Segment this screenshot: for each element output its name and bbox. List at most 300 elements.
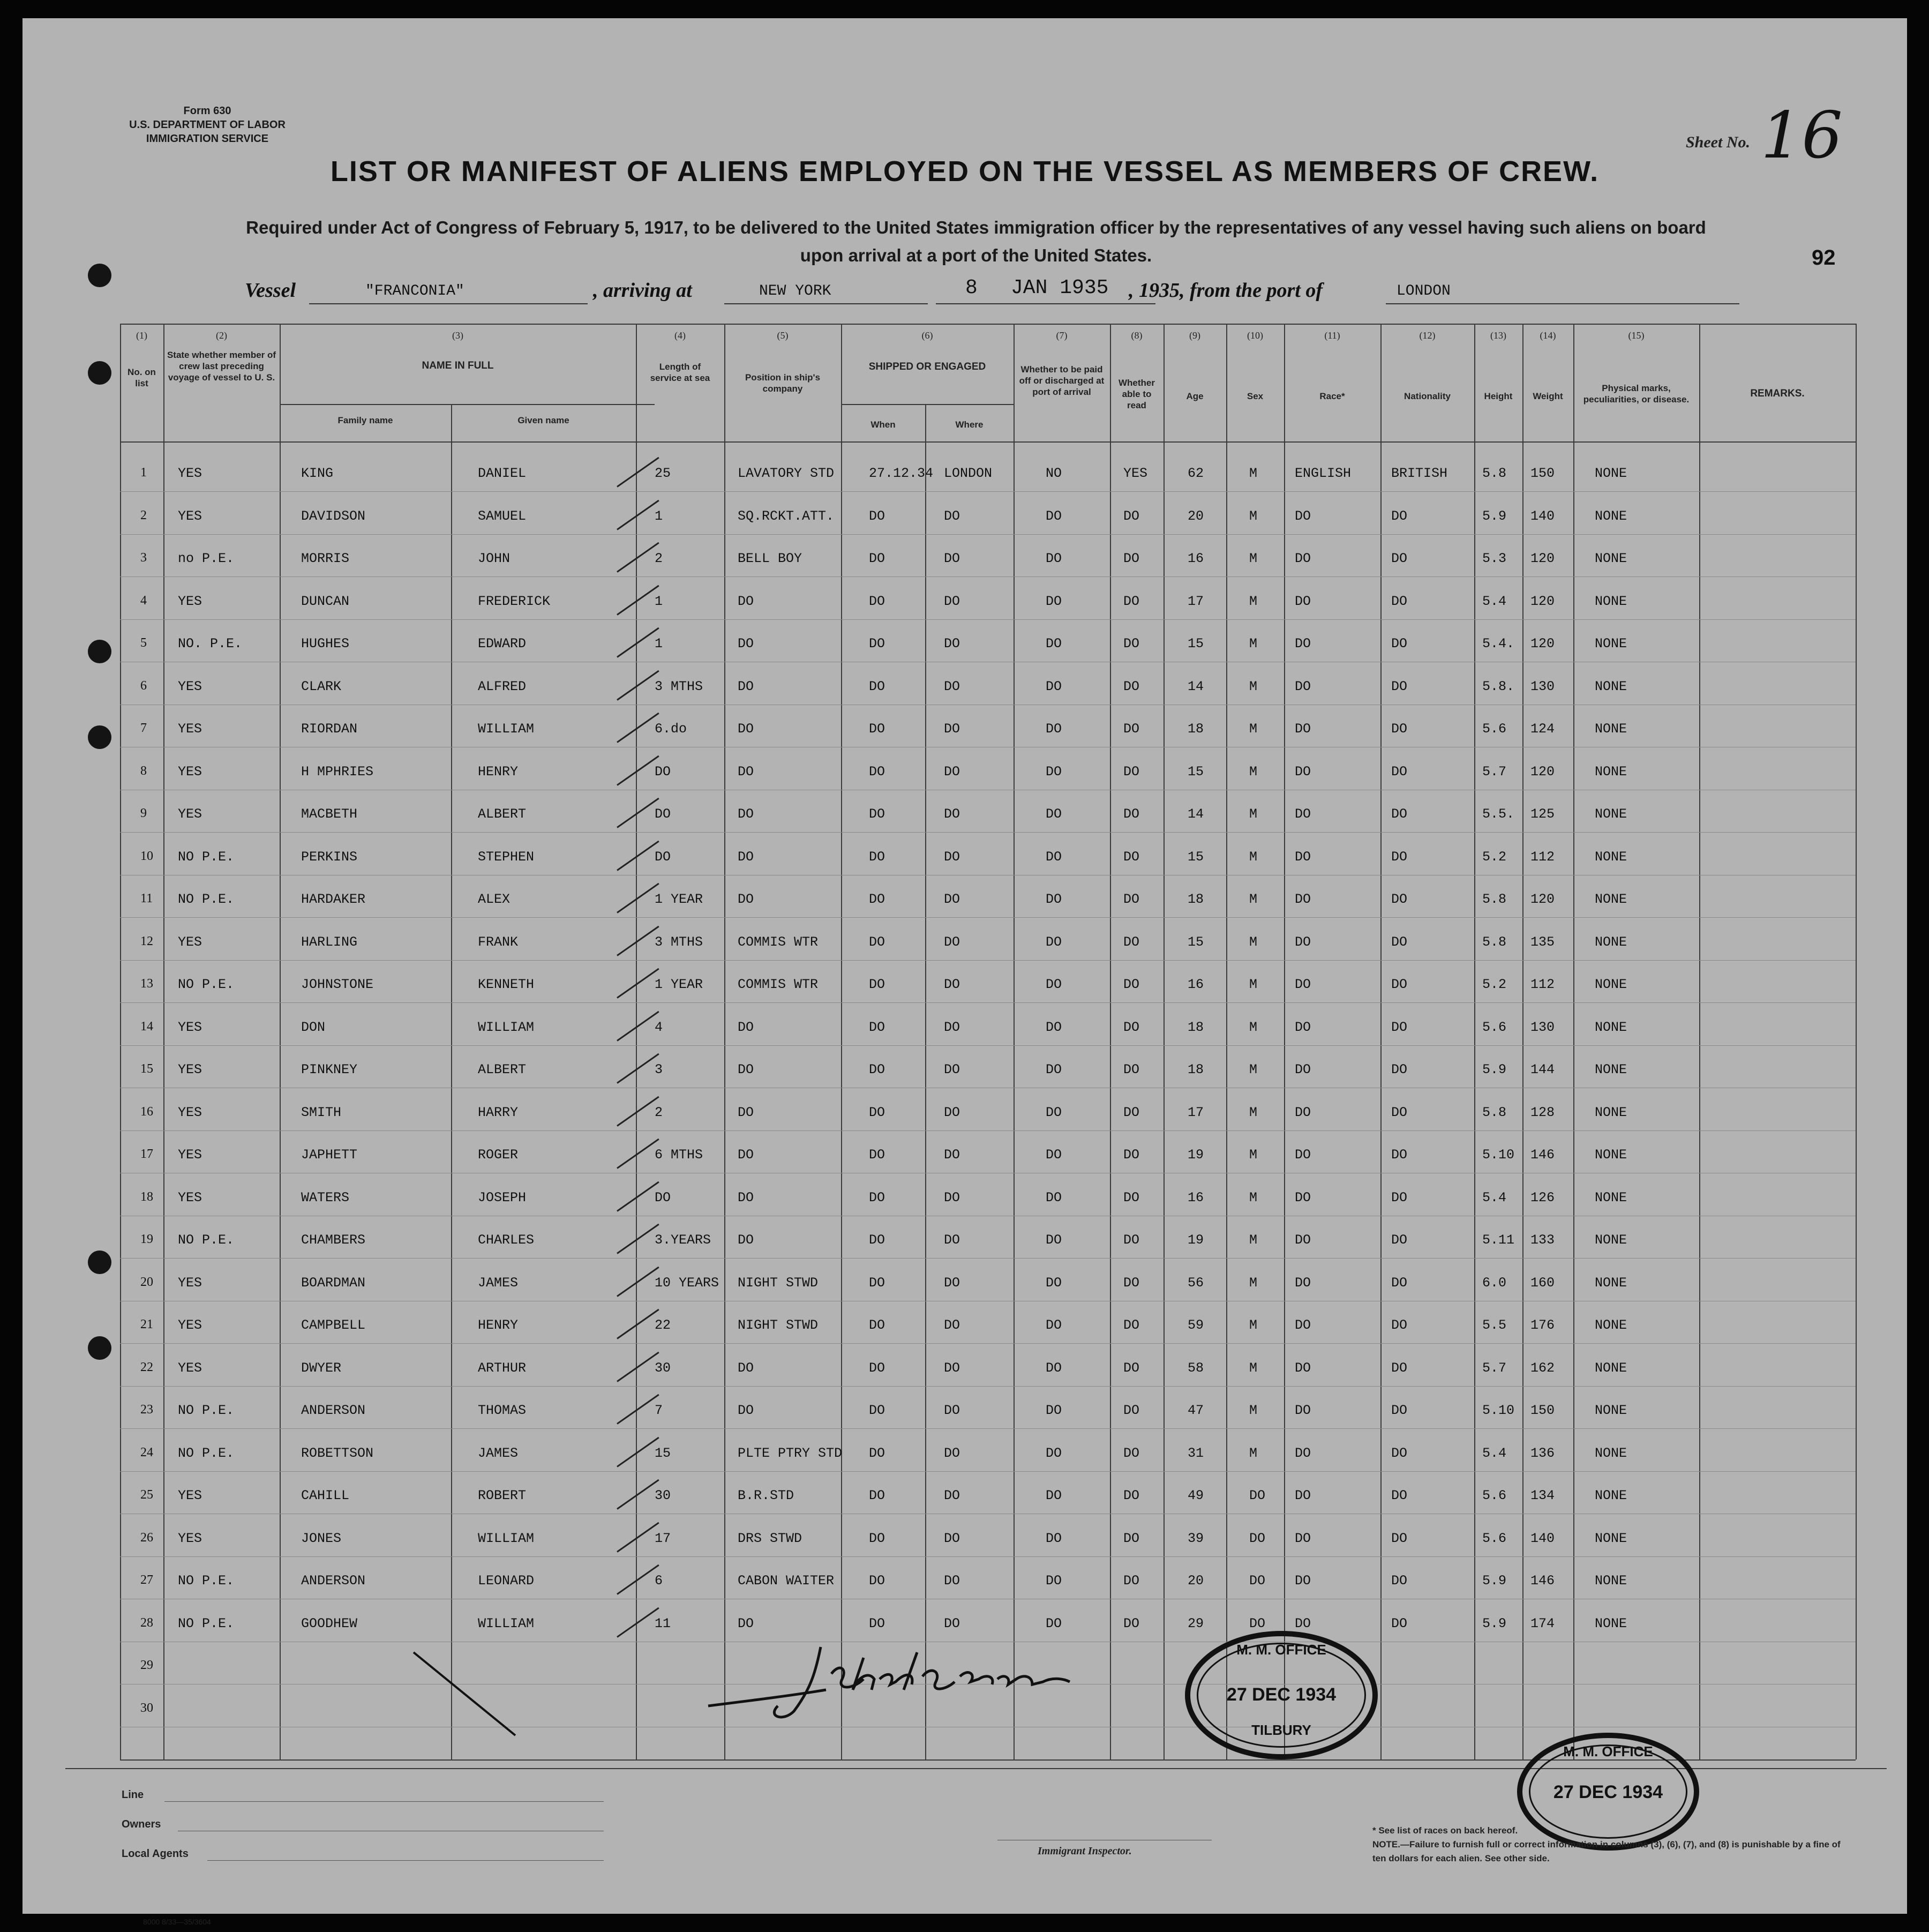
family-name: MORRIS — [301, 551, 350, 566]
punch-hole — [88, 725, 111, 749]
nationality: DO — [1391, 1488, 1408, 1503]
shipped-when: DO — [869, 1360, 885, 1376]
age: 39 — [1188, 1530, 1204, 1546]
shipped-when: DO — [869, 1275, 885, 1291]
sex: M — [1249, 849, 1258, 865]
given-name: SAMUEL — [478, 508, 527, 524]
shipped-where: DO — [944, 678, 960, 694]
able-to-read: DO — [1123, 763, 1140, 780]
height: 5.6 — [1482, 1019, 1507, 1035]
paid-off: DO — [1046, 636, 1062, 652]
given-name: ARTHUR — [478, 1360, 527, 1376]
family-name: MACBETH — [301, 806, 358, 822]
shipped-when: DO — [869, 1147, 885, 1163]
shipped-where: DO — [944, 1317, 960, 1333]
state-cell: NO P.E. — [178, 1445, 235, 1461]
height: 5.8 — [1482, 466, 1507, 481]
nationality: DO — [1391, 763, 1408, 780]
able-to-read: DO — [1123, 1573, 1140, 1589]
header-name-in-full: NAME IN FULL — [422, 360, 494, 371]
shipped-where: DO — [944, 1488, 960, 1503]
service-length: DO — [655, 1189, 671, 1205]
height: 5.6 — [1482, 1488, 1507, 1503]
physical-marks: NONE — [1595, 508, 1627, 524]
row-rule — [120, 576, 1856, 577]
given-name: HENRY — [478, 1317, 519, 1333]
sex: M — [1249, 551, 1258, 566]
given-name: LEONARD — [478, 1573, 535, 1589]
column-number: (11) — [1324, 330, 1340, 341]
sex: M — [1249, 466, 1258, 481]
weight: 120 — [1530, 636, 1555, 652]
height: 5.9 — [1482, 1062, 1507, 1077]
row-number: 21 — [140, 1317, 153, 1331]
header-height: Height — [1484, 391, 1513, 401]
state-cell: NO P.E. — [178, 1615, 235, 1631]
height: 5.8 — [1482, 1104, 1507, 1120]
state-cell: YES — [178, 1104, 202, 1120]
race: DO — [1295, 849, 1311, 865]
able-to-read: DO — [1123, 849, 1140, 865]
state-cell: NO P.E. — [178, 1403, 235, 1418]
given-name: ROGER — [478, 1147, 519, 1163]
height: 5.3 — [1482, 551, 1507, 566]
family-name: DAVIDSON — [301, 508, 366, 524]
vessel-label: Vessel — [245, 279, 296, 302]
shipped-when: DO — [869, 678, 885, 694]
punch-hole — [88, 1336, 111, 1360]
given-name: FRANK — [478, 934, 519, 950]
row-number: 14 — [140, 1019, 153, 1034]
shipped-where: DO — [944, 1104, 960, 1120]
service-length: 1 — [655, 593, 663, 609]
shipped-when: DO — [869, 806, 885, 822]
sex: M — [1249, 892, 1258, 907]
height: 5.5 — [1482, 1317, 1507, 1333]
shipped-when: DO — [869, 1232, 885, 1248]
nationality: DO — [1391, 977, 1408, 992]
service-length: 10 YEARS — [655, 1275, 719, 1291]
physical-marks: NONE — [1595, 934, 1627, 950]
row-number: 27 — [140, 1573, 153, 1587]
nationality: DO — [1391, 934, 1408, 950]
service-length: 6.do — [655, 721, 687, 737]
age: 15 — [1188, 849, 1204, 865]
able-to-read: DO — [1123, 593, 1140, 609]
age: 29 — [1188, 1615, 1204, 1631]
row-number: 24 — [140, 1445, 153, 1459]
height: 5.6 — [1482, 1530, 1507, 1546]
shipped-where: DO — [944, 806, 960, 822]
shipped-where: DO — [944, 892, 960, 907]
shipped-when: 27.12.34 — [869, 466, 934, 481]
service-length: 3 MTHS — [655, 934, 703, 950]
sex: M — [1249, 1360, 1258, 1376]
physical-marks: NONE — [1595, 1488, 1627, 1503]
position: SQ.RCKT.ATT. — [738, 508, 835, 524]
age: 18 — [1188, 1062, 1204, 1077]
nationality: DO — [1391, 1317, 1408, 1333]
height: 5.10 — [1482, 1403, 1515, 1418]
check-mark — [617, 1309, 659, 1339]
position: DO — [738, 678, 754, 694]
arrival-month-year: JAN 1935 — [1011, 276, 1109, 299]
row-number: 11 — [140, 892, 153, 905]
position: DO — [738, 1147, 754, 1163]
age: 14 — [1188, 806, 1204, 822]
position: COMMIS WTR — [738, 934, 819, 950]
state-cell: YES — [178, 1360, 202, 1376]
position: DO — [738, 1360, 754, 1376]
family-name: JAPHETT — [301, 1147, 358, 1163]
family-name: JONES — [301, 1530, 342, 1546]
nationality: DO — [1391, 593, 1408, 609]
row-number: 1 — [140, 466, 147, 480]
row-rule — [120, 832, 1856, 833]
shipped-when: DO — [869, 593, 885, 609]
check-mark — [617, 1564, 659, 1595]
row-number: 8 — [140, 763, 147, 778]
height: 5.4 — [1482, 593, 1507, 609]
able-to-read: DO — [1123, 1189, 1140, 1205]
given-name: ROBERT — [478, 1488, 527, 1503]
family-name: CHAMBERS — [301, 1232, 366, 1248]
position: B.R.STD — [738, 1488, 794, 1503]
family-name: WATERS — [301, 1189, 350, 1205]
weight: 146 — [1530, 1147, 1555, 1163]
sheet-number-label: Sheet No. — [1686, 133, 1750, 151]
service-length: 6 — [655, 1573, 663, 1589]
row-number: 2 — [140, 508, 147, 522]
position: LAVATORY STD — [738, 466, 835, 481]
row-number: 30 — [140, 1701, 153, 1715]
row-rule — [120, 1343, 1856, 1344]
sex: DO — [1249, 1573, 1266, 1589]
row-number: 13 — [140, 977, 153, 991]
weight: 130 — [1530, 1019, 1555, 1035]
column-number: (14) — [1540, 330, 1556, 341]
column-number: (6) — [921, 330, 933, 341]
paid-off: DO — [1046, 1104, 1062, 1120]
age: 18 — [1188, 892, 1204, 907]
race: ENGLISH — [1295, 466, 1352, 481]
nationality: DO — [1391, 1019, 1408, 1035]
check-mark — [617, 968, 659, 999]
able-to-read: DO — [1123, 1615, 1140, 1631]
weight: 146 — [1530, 1573, 1555, 1589]
given-name: WILLIAM — [478, 1530, 535, 1546]
sex: M — [1249, 934, 1258, 950]
nationality: DO — [1391, 1360, 1408, 1376]
position: PLTE PTRY STD — [738, 1445, 843, 1461]
able-to-read: DO — [1123, 1488, 1140, 1503]
able-to-read: DO — [1123, 1317, 1140, 1333]
header-state-whether: State whether member of crew last preceding voyage of vessel to U. S. — [167, 350, 276, 383]
column-number: (15) — [1628, 330, 1645, 341]
state-cell: YES — [178, 934, 202, 950]
nationality: DO — [1391, 678, 1408, 694]
paid-off: DO — [1046, 1403, 1062, 1418]
state-cell: YES — [178, 1317, 202, 1333]
family-name: DON — [301, 1019, 326, 1035]
able-to-read: DO — [1123, 806, 1140, 822]
sex: M — [1249, 1062, 1258, 1077]
shipped-where: DO — [944, 593, 960, 609]
inspector-label: Immigrant Inspector. — [1038, 1845, 1132, 1857]
header-sex: Sex — [1247, 391, 1264, 401]
race: DO — [1295, 721, 1311, 737]
able-to-read: DO — [1123, 1360, 1140, 1376]
position: DO — [738, 763, 754, 780]
sex: DO — [1249, 1530, 1266, 1546]
physical-marks: NONE — [1595, 763, 1627, 780]
age: 18 — [1188, 721, 1204, 737]
row-rule — [120, 1258, 1856, 1259]
check-mark — [617, 499, 659, 530]
family-name: HUGHES — [301, 636, 350, 652]
given-name: ALFRED — [478, 678, 527, 694]
nationality: DO — [1391, 892, 1408, 907]
check-mark — [617, 1053, 659, 1084]
state-cell: YES — [178, 1147, 202, 1163]
nationality: DO — [1391, 1530, 1408, 1546]
column-number: (10) — [1247, 330, 1263, 341]
race: DO — [1295, 1445, 1311, 1461]
nationality: DO — [1391, 1062, 1408, 1077]
header-no-on-list: No. on list — [127, 367, 156, 388]
service-length: DO — [655, 763, 671, 780]
shipped-when: DO — [869, 1189, 885, 1205]
row-rule — [120, 534, 1856, 535]
weight: 140 — [1530, 1530, 1555, 1546]
family-name: HARLING — [301, 934, 358, 950]
able-to-read: DO — [1123, 721, 1140, 737]
arrival-day: 8 — [965, 276, 978, 299]
position: DRS STWD — [738, 1530, 802, 1546]
shipped-when: DO — [869, 721, 885, 737]
check-mark — [617, 1096, 659, 1126]
race: DO — [1295, 1488, 1311, 1503]
weight: 120 — [1530, 892, 1555, 907]
age: 16 — [1188, 551, 1204, 566]
shipped-where: DO — [944, 1189, 960, 1205]
able-to-read: DO — [1123, 1062, 1140, 1077]
shipped-when: DO — [869, 1019, 885, 1035]
height: 5.8 — [1482, 934, 1507, 950]
row-rule — [120, 1386, 1856, 1387]
given-name: HARRY — [478, 1104, 519, 1120]
given-name: DANIEL — [478, 466, 527, 481]
race: DO — [1295, 1147, 1311, 1163]
service-length: 30 — [655, 1360, 671, 1376]
age: 16 — [1188, 977, 1204, 992]
weight: 150 — [1530, 1403, 1555, 1418]
state-cell: NO. P.E. — [178, 636, 243, 652]
race: DO — [1295, 636, 1311, 652]
physical-marks: NONE — [1595, 1317, 1627, 1333]
header-where: Where — [955, 420, 984, 430]
family-name: BOARDMAN — [301, 1275, 366, 1291]
given-name: JAMES — [478, 1445, 519, 1461]
paid-off: DO — [1046, 1062, 1062, 1077]
header-nationality: Nationality — [1404, 391, 1451, 401]
able-to-read: YES — [1123, 466, 1148, 481]
state-cell: YES — [178, 466, 202, 481]
weight: 120 — [1530, 593, 1555, 609]
shipped-where: DO — [944, 977, 960, 992]
shipped-when: DO — [869, 508, 885, 524]
check-mark — [617, 1607, 659, 1637]
race: DO — [1295, 1275, 1311, 1291]
shipped-when: DO — [869, 934, 885, 950]
weight: 174 — [1530, 1615, 1555, 1631]
row-number: 26 — [140, 1530, 153, 1545]
able-to-read: DO — [1123, 1445, 1140, 1461]
physical-marks: NONE — [1595, 678, 1627, 694]
race: DO — [1295, 508, 1311, 524]
shipped-where: DO — [944, 551, 960, 566]
shipped-when: DO — [869, 1317, 885, 1333]
race: DO — [1295, 1189, 1311, 1205]
shipped-where: DO — [944, 721, 960, 737]
race: DO — [1295, 1317, 1311, 1333]
age: 31 — [1188, 1445, 1204, 1461]
family-name: PERKINS — [301, 849, 358, 865]
state-cell: YES — [178, 678, 202, 694]
paid-off: DO — [1046, 934, 1062, 950]
column-number: (5) — [777, 330, 789, 341]
race: DO — [1295, 1615, 1311, 1631]
nationality: DO — [1391, 1275, 1408, 1291]
height: 5.7 — [1482, 763, 1507, 780]
row-number: 12 — [140, 934, 153, 948]
state-cell: YES — [178, 593, 202, 609]
nationality: DO — [1391, 721, 1408, 737]
age: 18 — [1188, 1019, 1204, 1035]
shipped-where: DO — [944, 1062, 960, 1077]
physical-marks: NONE — [1595, 1275, 1627, 1291]
service-length: 3 — [655, 1062, 663, 1077]
punch-hole — [88, 640, 111, 663]
physical-marks: NONE — [1595, 1360, 1627, 1376]
row-rule — [120, 960, 1856, 961]
family-name: JOHNSTONE — [301, 977, 374, 992]
race: DO — [1295, 892, 1311, 907]
family-name: H MPHRIES — [301, 763, 374, 780]
shipped-when: DO — [869, 763, 885, 780]
service-length: 30 — [655, 1488, 671, 1503]
row-rule — [120, 491, 1856, 492]
shipped-when: DO — [869, 892, 885, 907]
row-number: 4 — [140, 593, 147, 608]
service-length: 2 — [655, 551, 663, 566]
height: 5.2 — [1482, 849, 1507, 865]
race: DO — [1295, 806, 1311, 822]
service-length: 25 — [655, 466, 671, 481]
fine-note: NOTE.—Failure to furnish full or correct information in columns (3), (6), (7), and (8) is punishable by a fine of ten dollars for each alien. See other side. — [1372, 1839, 1841, 1863]
column-number: (4) — [674, 330, 686, 341]
family-name: ROBETTSON — [301, 1445, 374, 1461]
header-paid-off: Whether to be paid off or discharged at port of arrival — [1019, 364, 1105, 397]
column-number: (8) — [1131, 330, 1143, 341]
nationality: DO — [1391, 1147, 1408, 1163]
given-name: JOHN — [478, 551, 511, 566]
service-name: IMMIGRATION SERVICE — [146, 133, 269, 145]
able-to-read: DO — [1123, 678, 1140, 694]
header-given-name: Given name — [517, 415, 569, 425]
shipped-when: DO — [869, 551, 885, 566]
paid-off: NO — [1046, 466, 1062, 481]
sex: M — [1249, 508, 1258, 524]
sex: M — [1249, 806, 1258, 822]
physical-marks: NONE — [1595, 1147, 1627, 1163]
weight: 125 — [1530, 806, 1555, 822]
check-mark — [617, 1522, 659, 1552]
height: 5.4 — [1482, 1445, 1507, 1461]
header-when: When — [870, 420, 896, 430]
age: 47 — [1188, 1403, 1204, 1418]
local-agents-label: Local Agents — [122, 1848, 189, 1860]
stamp-location: TILBURY — [1251, 1722, 1311, 1738]
position: DO — [738, 1019, 754, 1035]
column-number: (7) — [1056, 330, 1068, 341]
nationality: DO — [1391, 1573, 1408, 1589]
shipped-when: DO — [869, 1445, 885, 1461]
check-mark — [617, 798, 659, 828]
line-label: Line — [122, 1789, 144, 1801]
height: 5.2 — [1482, 977, 1507, 992]
age: 15 — [1188, 763, 1204, 780]
shipped-where: DO — [944, 849, 960, 865]
position: DO — [738, 849, 754, 865]
check-mark — [617, 1351, 659, 1382]
shipped-where: DO — [944, 1573, 960, 1589]
state-cell: NO P.E. — [178, 977, 235, 992]
able-to-read: DO — [1123, 892, 1140, 907]
check-mark — [617, 1436, 659, 1467]
department-name: U.S. DEPARTMENT OF LABOR — [129, 119, 286, 131]
position: COMMIS WTR — [738, 977, 819, 992]
physical-marks: NONE — [1595, 1232, 1627, 1248]
service-length: 1 YEAR — [655, 977, 703, 992]
race: DO — [1295, 977, 1311, 992]
sex: M — [1249, 1104, 1258, 1120]
weight: 112 — [1530, 977, 1555, 992]
row-rule — [120, 1045, 1856, 1046]
able-to-read: DO — [1123, 934, 1140, 950]
able-to-read: DO — [1123, 1232, 1140, 1248]
row-number: 10 — [140, 849, 153, 863]
weight: 130 — [1530, 678, 1555, 694]
physical-marks: NONE — [1595, 1615, 1627, 1631]
physical-marks: NONE — [1595, 1062, 1627, 1077]
service-length: 1 YEAR — [655, 892, 703, 907]
shipped-where: DO — [944, 508, 960, 524]
age: 17 — [1188, 1104, 1204, 1120]
weight: 133 — [1530, 1232, 1555, 1248]
age: 20 — [1188, 1573, 1204, 1589]
sex: M — [1249, 763, 1258, 780]
weight: 176 — [1530, 1317, 1555, 1333]
height: 5.11 — [1482, 1232, 1515, 1248]
age: 56 — [1188, 1275, 1204, 1291]
weight: 144 — [1530, 1062, 1555, 1077]
sex: M — [1249, 1019, 1258, 1035]
given-name: JOSEPH — [478, 1189, 527, 1205]
weight: 140 — [1530, 508, 1555, 524]
service-length: 22 — [655, 1317, 671, 1333]
given-name: WILLIAM — [478, 1019, 535, 1035]
